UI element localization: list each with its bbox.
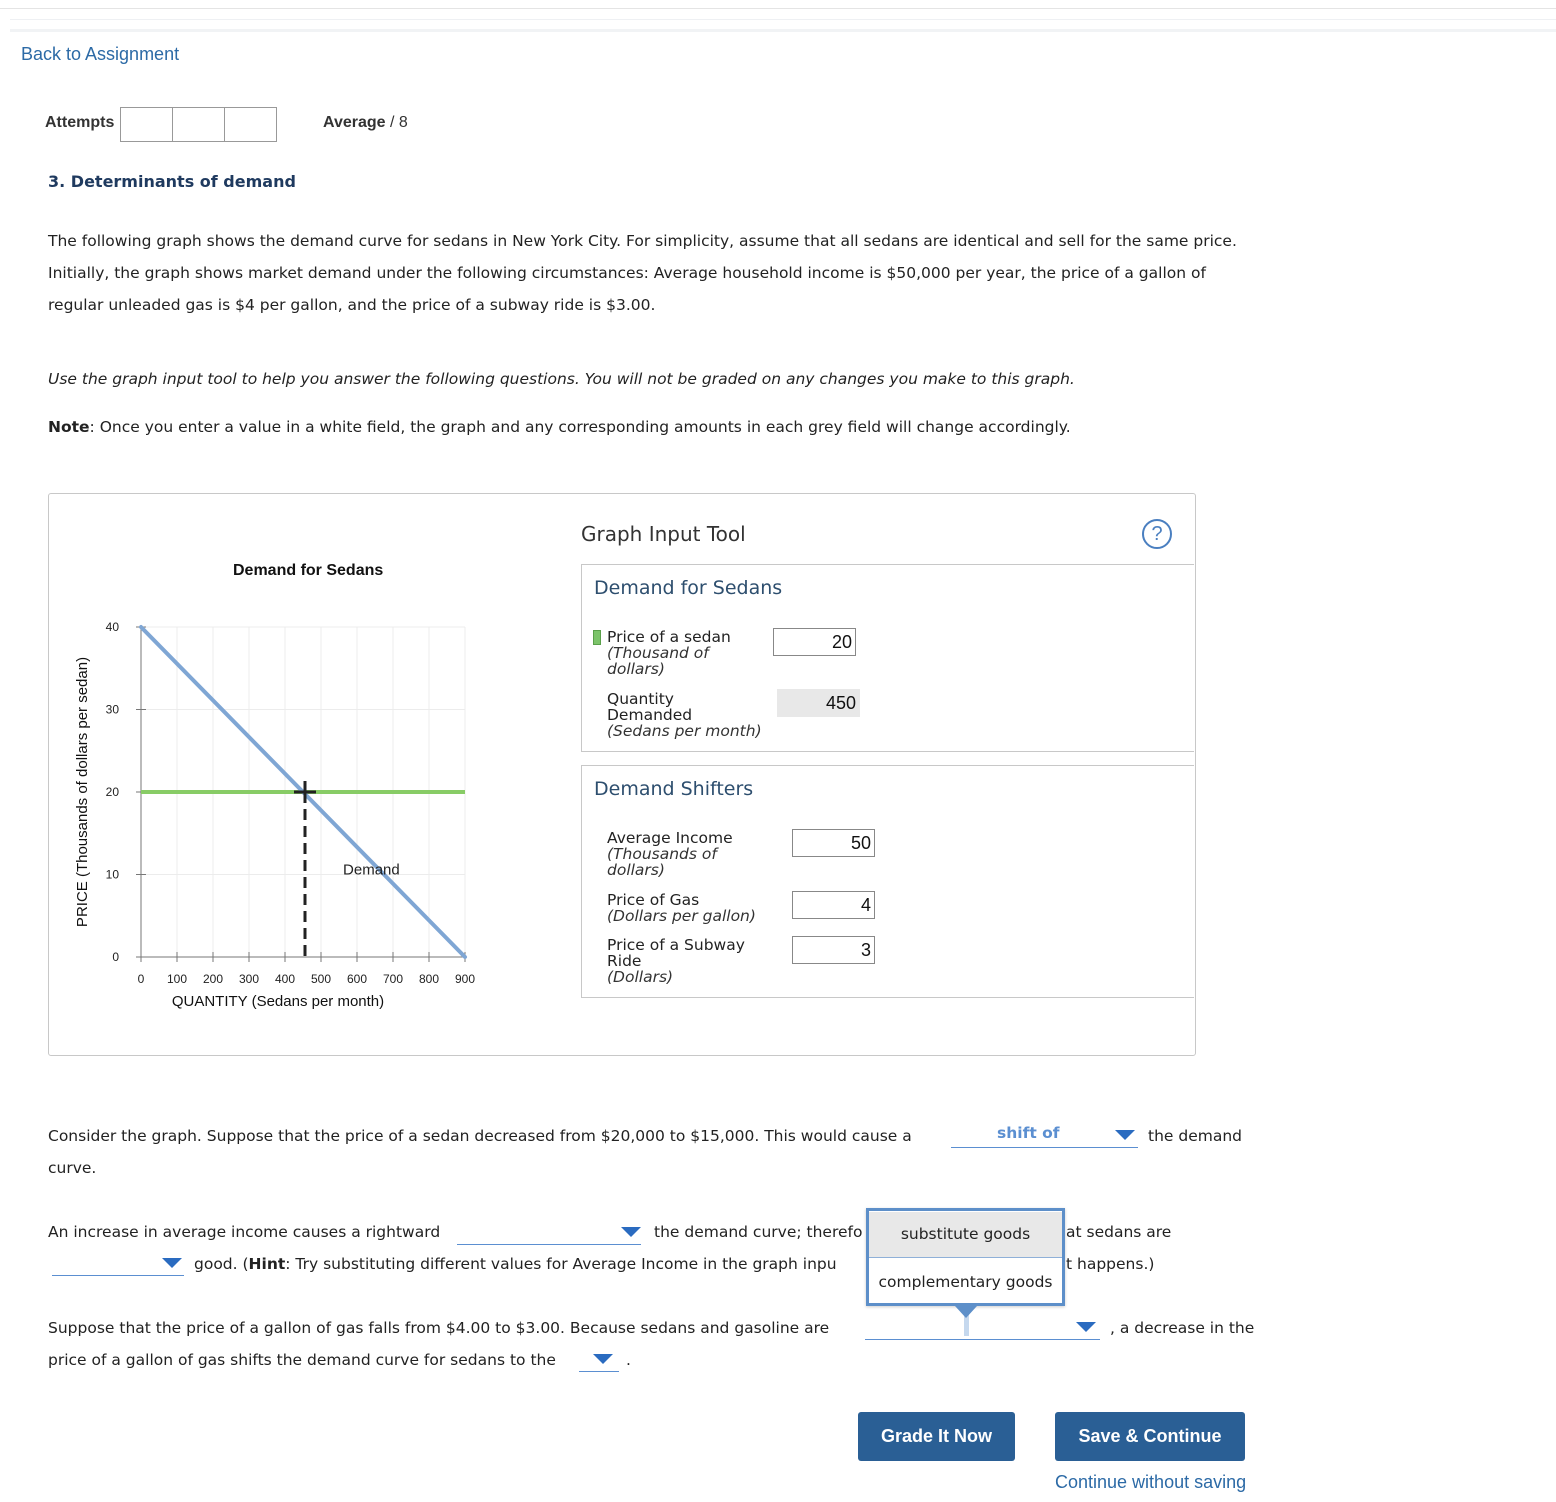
question-title: 3. Determinants of demand	[48, 172, 296, 191]
q3-goods-dropdown[interactable]	[865, 1317, 1100, 1340]
q3-text-after: , a decrease in the	[1110, 1319, 1255, 1337]
attempts-label: Attempts	[45, 114, 115, 131]
x-tick-label: 900	[454, 972, 476, 986]
x-tick-label: 700	[382, 972, 404, 986]
demand-shifters-panel	[581, 765, 1194, 998]
subway-price-input[interactable]: 3	[792, 936, 875, 964]
q2-text-mid-tail: at sedans are	[1066, 1223, 1172, 1241]
y-tick-label: 20	[105, 785, 119, 799]
option-divider	[869, 1257, 1062, 1258]
x-tick-label: 400	[274, 972, 296, 986]
demand-label: Demand	[343, 861, 400, 879]
note-text	[48, 418, 1071, 436]
q2-shift-dropdown[interactable]	[457, 1222, 641, 1245]
q2-hint	[194, 1248, 837, 1280]
demand-shifters-title: Demand Shifters	[594, 778, 754, 800]
chevron-down-icon	[1115, 1130, 1135, 1140]
chevron-down-icon	[621, 1227, 641, 1237]
subway-label-text: Price of a Subway Ride	[607, 936, 745, 970]
attempt-box	[120, 107, 173, 142]
x-tick-label: 300	[238, 972, 260, 986]
price-label-text: Price of a sedan	[607, 628, 731, 646]
x-tick-label: 0	[137, 972, 145, 986]
quantity-label-text: Quantity Demanded	[607, 690, 693, 724]
option-complementary-goods[interactable]: complementary goods	[878, 1273, 1053, 1291]
option-substitute-goods[interactable]: substitute goods	[869, 1212, 1062, 1257]
gas-price-label	[607, 892, 756, 924]
chevron-down-icon	[162, 1258, 182, 1268]
back-to-assignment-link[interactable]: Back to Assignment	[21, 44, 180, 64]
y-axis-label: PRICE (Thousands of dollars per sedan)	[74, 656, 91, 928]
attempt-box	[172, 107, 225, 142]
q1-dropdown-value: shift of	[997, 1124, 1060, 1142]
q3-text: Suppose that the price of a gallon of gas falls from $4.00 to $3.00. Because sedans and gasoline are	[48, 1319, 830, 1337]
demand-chart[interactable]	[60, 600, 500, 1020]
grade-it-now-button[interactable]: Grade It Now	[858, 1412, 1015, 1461]
continue-without-saving-link[interactable]: Continue without saving	[1055, 1472, 1247, 1492]
top-divider	[10, 19, 1556, 20]
x-tick-label: 500	[310, 972, 332, 986]
q2-hint-tail: t happens.)	[1066, 1255, 1155, 1273]
q2-good-dropdown[interactable]	[52, 1253, 184, 1276]
top-divider	[10, 29, 1556, 32]
gas-price-input[interactable]: 4	[792, 891, 875, 919]
quantity-label	[607, 691, 762, 739]
y-tick-label: 10	[105, 867, 119, 882]
top-divider	[0, 8, 1556, 9]
gas-units: (Dollars per gallon)	[607, 907, 756, 925]
attempt-box	[224, 107, 277, 142]
note-body: : Once you enter a value in a white field, the graph and any corresponding amounts in each grey field will change accordingly.	[89, 418, 1071, 436]
q3-text-line2: price of a gallon of gas shifts the demand curve for sedans to the	[48, 1351, 556, 1369]
demand-panel	[581, 564, 1194, 752]
average-score	[323, 114, 408, 132]
income-label-text: Average Income	[607, 829, 733, 847]
gas-label-text: Price of Gas	[607, 891, 700, 909]
instruction-text: Use the graph input tool to help you answer the following questions. You will not be graded on any changes you make to this graph.	[48, 370, 1075, 388]
average-value: / 8	[390, 114, 408, 131]
demand-panel-title: Demand for Sedans	[594, 577, 783, 599]
subway-price-label	[607, 937, 757, 985]
q2-hint-prefix: good. (	[194, 1255, 249, 1273]
price-input[interactable]: 20	[773, 628, 856, 656]
income-input[interactable]: 50	[792, 829, 875, 857]
chevron-down-icon	[593, 1354, 613, 1364]
q1-text: Consider the graph. Suppose that the price of a sedan decreased from $20,000 to $15,000. This would cause a	[48, 1127, 912, 1145]
average-label: Average	[323, 114, 386, 131]
y-tick-label: 30	[105, 702, 119, 717]
chevron-down-icon	[1076, 1322, 1096, 1332]
save-and-continue-button[interactable]: Save & Continue	[1055, 1412, 1245, 1461]
x-tick-label: 800	[418, 972, 440, 986]
x-tick-label: 600	[346, 972, 368, 986]
y-tick-label: 0	[112, 950, 119, 964]
chart-title: Demand for Sedans	[233, 562, 384, 579]
q3-text-end: .	[626, 1351, 631, 1369]
price-line-swatch-icon	[593, 630, 601, 645]
q2-text-mid: the demand curve; therefo	[654, 1223, 863, 1241]
hint-label: Hint	[248, 1255, 286, 1273]
q2-text: An increase in average income causes a rightward	[48, 1223, 441, 1241]
q1-dropdown[interactable]	[951, 1125, 1138, 1148]
x-axis-label: QUANTITY (Sedans per month)	[171, 993, 385, 1010]
price-label	[607, 629, 737, 677]
income-units: (Thousands of dollars)	[607, 845, 717, 879]
subway-units: (Dollars)	[607, 968, 674, 986]
quantity-demanded-field: 450	[777, 689, 860, 717]
q1-text-wrap: curve.	[48, 1159, 97, 1177]
question-intro: The following graph shows the demand curve for sedans in New York City. For simplicity, assume that all sedans are identical and sell for the same price. Initially, the graph shows market demand under the following circumstances: Average household income is $50,000 per year, the price of a gallon of regular unleaded gas is $4 per gallon, and the price of a subway ride is $3.00.	[48, 232, 1237, 314]
hint-text: : Try substituting different values for Average Income in the graph inpu	[285, 1255, 837, 1273]
dropdown-popup	[866, 1208, 1065, 1306]
income-label	[607, 830, 737, 878]
x-tick-label: 200	[202, 972, 224, 986]
note-label: Note	[48, 418, 90, 436]
x-tick-label: 100	[166, 972, 188, 986]
q1-text-after: the demand	[1148, 1127, 1242, 1145]
popup-pointer	[955, 1306, 977, 1318]
y-tick-label: 40	[105, 620, 119, 634]
help-icon[interactable]: ?	[1142, 519, 1172, 549]
q3-direction-dropdown[interactable]	[579, 1349, 619, 1372]
price-units: (Thousand of dollars)	[607, 644, 709, 678]
quantity-units: (Sedans per month)	[607, 722, 762, 740]
graph-input-tool-title: Graph Input Tool	[581, 522, 746, 546]
